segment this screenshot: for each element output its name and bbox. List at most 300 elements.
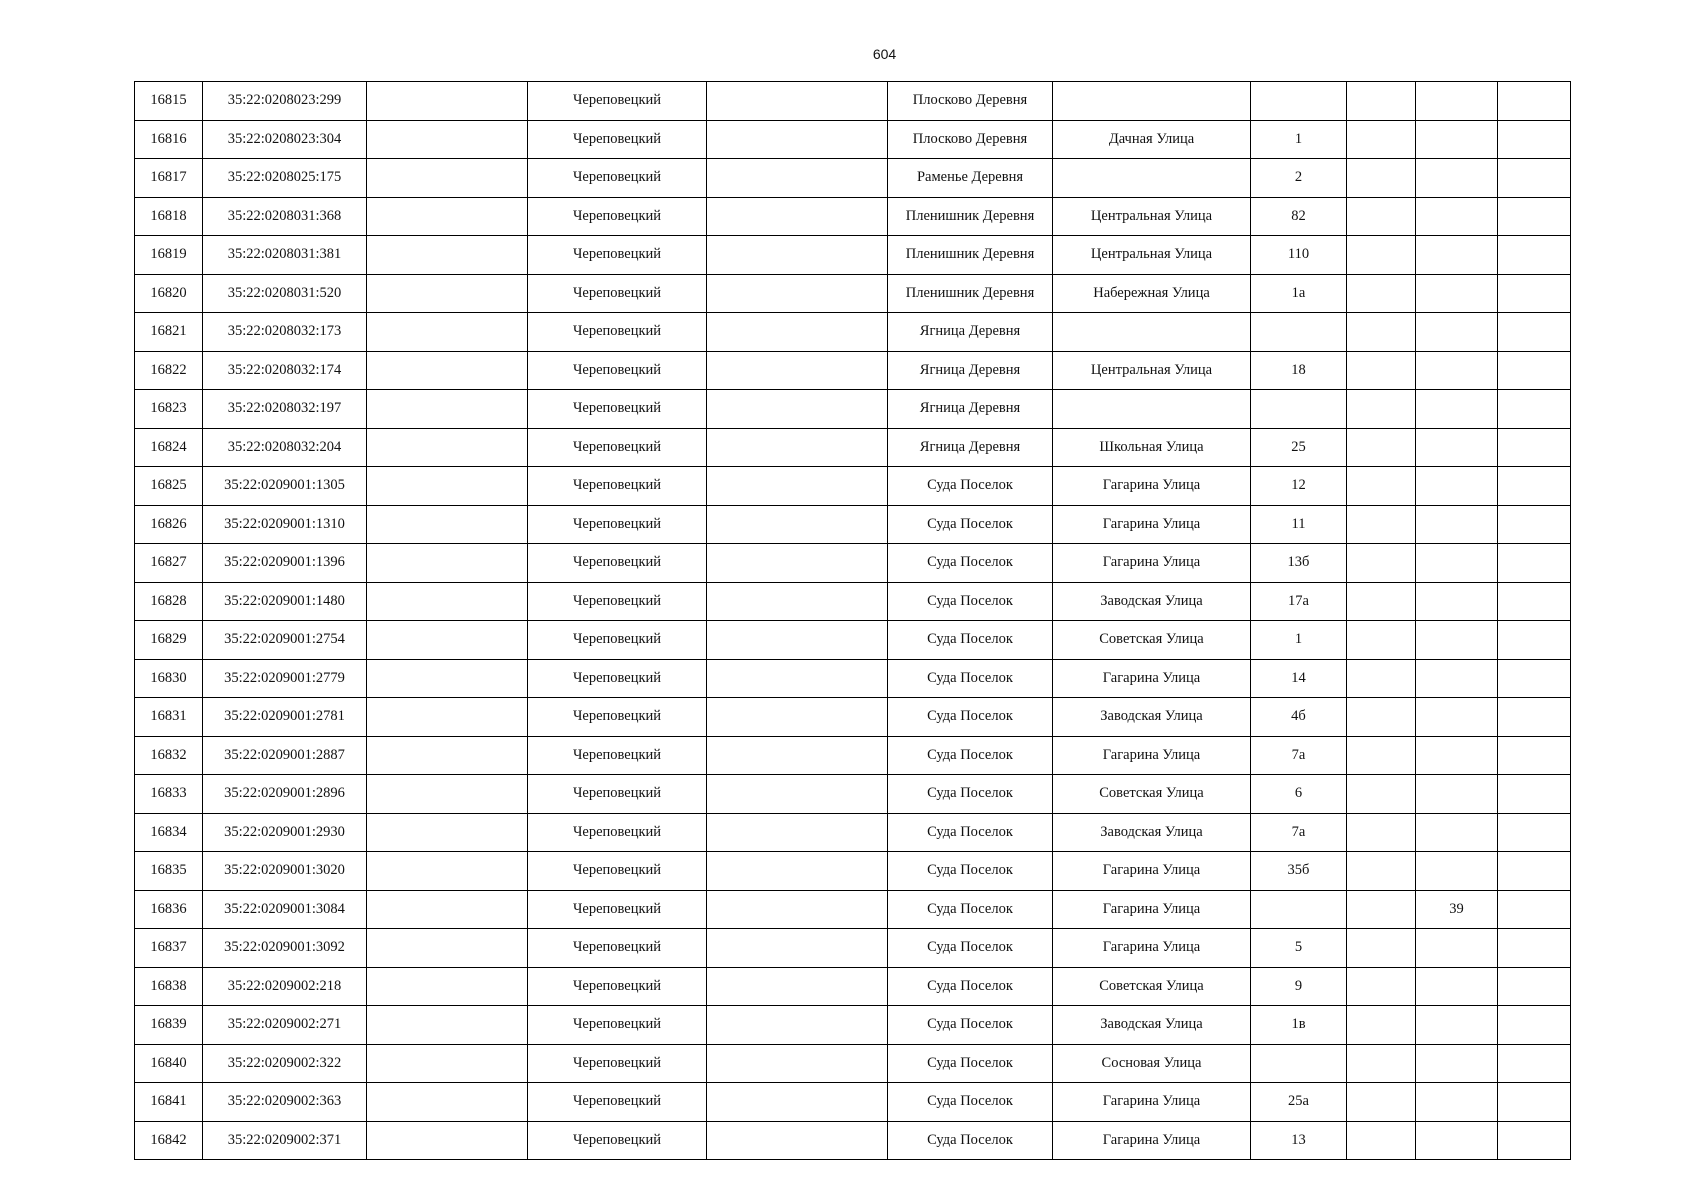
empty-cell <box>367 659 528 698</box>
cadastral-number-cell: 35:22:0208032:173 <box>203 313 367 352</box>
building-cell <box>1347 120 1416 159</box>
street-cell: Дачная Улица <box>1053 120 1251 159</box>
house-number-cell: 7а <box>1251 813 1347 852</box>
building-cell <box>1347 621 1416 660</box>
extra-cell <box>1498 621 1571 660</box>
extra-cell <box>1498 159 1571 198</box>
row-number-cell: 16832 <box>135 736 203 775</box>
table-row <box>135 736 1571 775</box>
house-number-cell: 11 <box>1251 505 1347 544</box>
empty-cell <box>707 428 888 467</box>
extra-cell <box>1498 428 1571 467</box>
cadastral-number-cell: 35:22:0208032:197 <box>203 390 367 429</box>
row-number-cell: 16825 <box>135 467 203 506</box>
district-cell: Череповецкий <box>528 967 707 1006</box>
row-number-cell: 16839 <box>135 1006 203 1045</box>
extra-cell <box>1498 390 1571 429</box>
empty-cell <box>707 351 888 390</box>
locality-cell: Ягница Деревня <box>888 351 1053 390</box>
district-cell: Череповецкий <box>528 351 707 390</box>
cadastral-number-cell: 35:22:0209001:2781 <box>203 698 367 737</box>
locality-cell: Плосково Деревня <box>888 120 1053 159</box>
locality-cell: Суда Поселок <box>888 582 1053 621</box>
empty-cell <box>367 120 528 159</box>
empty-cell <box>707 236 888 275</box>
building-cell <box>1347 698 1416 737</box>
apartment-cell <box>1416 582 1498 621</box>
district-cell: Череповецкий <box>528 159 707 198</box>
empty-cell <box>707 1121 888 1160</box>
building-cell <box>1347 813 1416 852</box>
table-row <box>135 390 1571 429</box>
street-cell <box>1053 313 1251 352</box>
district-cell: Череповецкий <box>528 390 707 429</box>
district-cell: Череповецкий <box>528 659 707 698</box>
empty-cell <box>367 505 528 544</box>
table-row <box>135 621 1571 660</box>
table-row <box>135 82 1571 121</box>
row-number-cell: 16828 <box>135 582 203 621</box>
cadastral-number-cell: 35:22:0208031:520 <box>203 274 367 313</box>
empty-cell <box>707 313 888 352</box>
extra-cell <box>1498 236 1571 275</box>
empty-cell <box>707 736 888 775</box>
building-cell <box>1347 1121 1416 1160</box>
empty-cell <box>707 390 888 429</box>
extra-cell <box>1498 1083 1571 1122</box>
street-cell <box>1053 390 1251 429</box>
building-cell <box>1347 736 1416 775</box>
district-cell: Череповецкий <box>528 236 707 275</box>
apartment-cell <box>1416 967 1498 1006</box>
building-cell <box>1347 582 1416 621</box>
table-row <box>135 659 1571 698</box>
locality-cell: Суда Поселок <box>888 1044 1053 1083</box>
row-number-cell: 16815 <box>135 82 203 121</box>
house-number-cell: 7а <box>1251 736 1347 775</box>
cadastral-number-cell: 35:22:0209002:322 <box>203 1044 367 1083</box>
empty-cell <box>707 467 888 506</box>
empty-cell <box>367 813 528 852</box>
building-cell <box>1347 505 1416 544</box>
street-cell: Заводская Улица <box>1053 582 1251 621</box>
street-cell <box>1053 82 1251 121</box>
extra-cell <box>1498 313 1571 352</box>
cadastral-number-cell: 35:22:0209001:1305 <box>203 467 367 506</box>
cadastral-number-cell: 35:22:0209001:2779 <box>203 659 367 698</box>
locality-cell: Ягница Деревня <box>888 390 1053 429</box>
house-number-cell: 14 <box>1251 659 1347 698</box>
empty-cell <box>707 813 888 852</box>
row-number-cell: 16823 <box>135 390 203 429</box>
empty-cell <box>707 890 888 929</box>
district-cell: Череповецкий <box>528 775 707 814</box>
district-cell: Череповецкий <box>528 929 707 968</box>
district-cell: Череповецкий <box>528 736 707 775</box>
table-row <box>135 1121 1571 1160</box>
street-cell: Гагарина Улица <box>1053 736 1251 775</box>
house-number-cell: 18 <box>1251 351 1347 390</box>
table-row <box>135 351 1571 390</box>
extra-cell <box>1498 274 1571 313</box>
page-number: 604 <box>872 46 897 62</box>
street-cell: Заводская Улица <box>1053 698 1251 737</box>
locality-cell: Раменье Деревня <box>888 159 1053 198</box>
row-number-cell: 16836 <box>135 890 203 929</box>
table-row <box>135 852 1571 891</box>
extra-cell <box>1498 582 1571 621</box>
building-cell <box>1347 390 1416 429</box>
house-number-cell <box>1251 313 1347 352</box>
empty-cell <box>367 82 528 121</box>
house-number-cell <box>1251 390 1347 429</box>
district-cell: Череповецкий <box>528 197 707 236</box>
cadastral-number-cell: 35:22:0209002:271 <box>203 1006 367 1045</box>
table-row <box>135 428 1571 467</box>
locality-cell: Суда Поселок <box>888 544 1053 583</box>
district-cell: Череповецкий <box>528 313 707 352</box>
table-row <box>135 1044 1571 1083</box>
cadastral-number-cell: 35:22:0209001:1396 <box>203 544 367 583</box>
cadastral-number-cell: 35:22:0209002:218 <box>203 967 367 1006</box>
locality-cell: Пленишник Деревня <box>888 236 1053 275</box>
empty-cell <box>707 775 888 814</box>
row-number-cell: 16817 <box>135 159 203 198</box>
cadastral-number-cell: 35:22:0209001:1480 <box>203 582 367 621</box>
empty-cell <box>367 1121 528 1160</box>
apartment-cell: 39 <box>1416 890 1498 929</box>
table-row <box>135 544 1571 583</box>
locality-cell: Суда Поселок <box>888 775 1053 814</box>
apartment-cell <box>1416 698 1498 737</box>
cadastral-number-cell: 35:22:0209002:363 <box>203 1083 367 1122</box>
extra-cell <box>1498 1121 1571 1160</box>
cadastral-number-cell: 35:22:0209001:2887 <box>203 736 367 775</box>
empty-cell <box>707 621 888 660</box>
district-cell: Череповецкий <box>528 813 707 852</box>
row-number-cell: 16833 <box>135 775 203 814</box>
house-number-cell <box>1251 82 1347 121</box>
empty-cell <box>367 197 528 236</box>
building-cell <box>1347 351 1416 390</box>
table-row <box>135 929 1571 968</box>
apartment-cell <box>1416 1044 1498 1083</box>
building-cell <box>1347 1083 1416 1122</box>
locality-cell: Ягница Деревня <box>888 313 1053 352</box>
street-cell: Гагарина Улица <box>1053 659 1251 698</box>
house-number-cell: 17а <box>1251 582 1347 621</box>
street-cell: Гагарина Улица <box>1053 1121 1251 1160</box>
house-number-cell: 25а <box>1251 1083 1347 1122</box>
apartment-cell <box>1416 659 1498 698</box>
apartment-cell <box>1416 197 1498 236</box>
cadastral-number-cell: 35:22:0209001:1310 <box>203 505 367 544</box>
row-number-cell: 16816 <box>135 120 203 159</box>
locality-cell: Пленишник Деревня <box>888 197 1053 236</box>
empty-cell <box>367 467 528 506</box>
empty-cell <box>367 1083 528 1122</box>
row-number-cell: 16841 <box>135 1083 203 1122</box>
row-number-cell: 16838 <box>135 967 203 1006</box>
row-number-cell: 16831 <box>135 698 203 737</box>
extra-cell <box>1498 1044 1571 1083</box>
extra-cell <box>1498 544 1571 583</box>
empty-cell <box>367 159 528 198</box>
table-row <box>135 813 1571 852</box>
locality-cell: Суда Поселок <box>888 467 1053 506</box>
empty-cell <box>707 544 888 583</box>
apartment-cell <box>1416 428 1498 467</box>
table-row <box>135 197 1571 236</box>
table-row <box>135 967 1571 1006</box>
district-cell: Череповецкий <box>528 1044 707 1083</box>
row-number-cell: 16829 <box>135 621 203 660</box>
row-number-cell: 16840 <box>135 1044 203 1083</box>
apartment-cell <box>1416 852 1498 891</box>
row-number-cell: 16820 <box>135 274 203 313</box>
locality-cell: Плосково Деревня <box>888 82 1053 121</box>
district-cell: Череповецкий <box>528 120 707 159</box>
house-number-cell: 1 <box>1251 120 1347 159</box>
empty-cell <box>367 582 528 621</box>
cadastral-number-cell: 35:22:0209001:3092 <box>203 929 367 968</box>
district-cell: Череповецкий <box>528 621 707 660</box>
apartment-cell <box>1416 467 1498 506</box>
street-cell: Школьная Улица <box>1053 428 1251 467</box>
building-cell <box>1347 197 1416 236</box>
house-number-cell <box>1251 1044 1347 1083</box>
apartment-cell <box>1416 351 1498 390</box>
street-cell: Гагарина Улица <box>1053 1083 1251 1122</box>
locality-cell: Суда Поселок <box>888 736 1053 775</box>
street-cell: Заводская Улица <box>1053 1006 1251 1045</box>
building-cell <box>1347 544 1416 583</box>
building-cell <box>1347 428 1416 467</box>
apartment-cell <box>1416 313 1498 352</box>
locality-cell: Суда Поселок <box>888 621 1053 660</box>
cadastral-number-cell: 35:22:0208031:381 <box>203 236 367 275</box>
cadastral-number-cell: 35:22:0208025:175 <box>203 159 367 198</box>
locality-cell: Суда Поселок <box>888 813 1053 852</box>
locality-cell: Суда Поселок <box>888 698 1053 737</box>
street-cell: Советская Улица <box>1053 775 1251 814</box>
extra-cell <box>1498 698 1571 737</box>
table-row <box>135 775 1571 814</box>
cadastral-number-cell: 35:22:0209001:2930 <box>203 813 367 852</box>
extra-cell <box>1498 659 1571 698</box>
cadastral-number-cell: 35:22:0208023:304 <box>203 120 367 159</box>
apartment-cell <box>1416 274 1498 313</box>
street-cell: Гагарина Улица <box>1053 929 1251 968</box>
building-cell <box>1347 274 1416 313</box>
building-cell <box>1347 1006 1416 1045</box>
table-row <box>135 236 1571 275</box>
apartment-cell <box>1416 1006 1498 1045</box>
row-number-cell: 16822 <box>135 351 203 390</box>
empty-cell <box>367 351 528 390</box>
street-cell: Гагарина Улица <box>1053 505 1251 544</box>
extra-cell <box>1498 467 1571 506</box>
street-cell: Набережная Улица <box>1053 274 1251 313</box>
apartment-cell <box>1416 929 1498 968</box>
extra-cell <box>1498 1006 1571 1045</box>
empty-cell <box>367 1044 528 1083</box>
building-cell <box>1347 82 1416 121</box>
apartment-cell <box>1416 390 1498 429</box>
house-number-cell: 12 <box>1251 467 1347 506</box>
house-number-cell: 82 <box>1251 197 1347 236</box>
district-cell: Череповецкий <box>528 1121 707 1160</box>
building-cell <box>1347 313 1416 352</box>
apartment-cell <box>1416 1083 1498 1122</box>
building-cell <box>1347 159 1416 198</box>
locality-cell: Суда Поселок <box>888 890 1053 929</box>
district-cell: Череповецкий <box>528 274 707 313</box>
locality-cell: Суда Поселок <box>888 967 1053 1006</box>
empty-cell <box>707 82 888 121</box>
empty-cell <box>707 967 888 1006</box>
table-row <box>135 1083 1571 1122</box>
cadastral-number-cell: 35:22:0208023:299 <box>203 82 367 121</box>
locality-cell: Суда Поселок <box>888 1083 1053 1122</box>
locality-cell: Пленишник Деревня <box>888 274 1053 313</box>
street-cell: Советская Улица <box>1053 621 1251 660</box>
extra-cell <box>1498 120 1571 159</box>
row-number-cell: 16824 <box>135 428 203 467</box>
table-body <box>135 82 1571 1160</box>
building-cell <box>1347 967 1416 1006</box>
row-number-cell: 16827 <box>135 544 203 583</box>
empty-cell <box>707 197 888 236</box>
apartment-cell <box>1416 544 1498 583</box>
empty-cell <box>367 698 528 737</box>
street-cell: Центральная Улица <box>1053 236 1251 275</box>
table-row <box>135 582 1571 621</box>
street-cell: Заводская Улица <box>1053 813 1251 852</box>
extra-cell <box>1498 852 1571 891</box>
apartment-cell <box>1416 813 1498 852</box>
apartment-cell <box>1416 159 1498 198</box>
district-cell: Череповецкий <box>528 1083 707 1122</box>
empty-cell <box>367 1006 528 1045</box>
district-cell: Череповецкий <box>528 467 707 506</box>
cadastral-number-cell: 35:22:0209001:2896 <box>203 775 367 814</box>
house-number-cell <box>1251 890 1347 929</box>
empty-cell <box>367 967 528 1006</box>
empty-cell <box>707 120 888 159</box>
table-row <box>135 890 1571 929</box>
house-number-cell: 13 <box>1251 1121 1347 1160</box>
empty-cell <box>707 659 888 698</box>
locality-cell: Суда Поселок <box>888 505 1053 544</box>
empty-cell <box>707 1006 888 1045</box>
registry-table <box>134 81 1571 1160</box>
empty-cell <box>367 890 528 929</box>
street-cell: Советская Улица <box>1053 967 1251 1006</box>
apartment-cell <box>1416 236 1498 275</box>
extra-cell <box>1498 505 1571 544</box>
extra-cell <box>1498 82 1571 121</box>
row-number-cell: 16837 <box>135 929 203 968</box>
building-cell <box>1347 852 1416 891</box>
house-number-cell: 2 <box>1251 159 1347 198</box>
empty-cell <box>367 236 528 275</box>
empty-cell <box>707 929 888 968</box>
apartment-cell <box>1416 1121 1498 1160</box>
district-cell: Череповецкий <box>528 582 707 621</box>
district-cell: Череповецкий <box>528 82 707 121</box>
row-number-cell: 16819 <box>135 236 203 275</box>
house-number-cell: 110 <box>1251 236 1347 275</box>
empty-cell <box>707 274 888 313</box>
house-number-cell: 13б <box>1251 544 1347 583</box>
empty-cell <box>707 159 888 198</box>
building-cell <box>1347 775 1416 814</box>
table-row <box>135 159 1571 198</box>
table-row <box>135 274 1571 313</box>
district-cell: Череповецкий <box>528 428 707 467</box>
district-cell: Череповецкий <box>528 698 707 737</box>
empty-cell <box>707 1083 888 1122</box>
cadastral-number-cell: 35:22:0209001:3020 <box>203 852 367 891</box>
district-cell: Череповецкий <box>528 890 707 929</box>
empty-cell <box>707 698 888 737</box>
row-number-cell: 16826 <box>135 505 203 544</box>
street-cell: Центральная Улица <box>1053 351 1251 390</box>
street-cell: Гагарина Улица <box>1053 467 1251 506</box>
empty-cell <box>707 582 888 621</box>
empty-cell <box>367 621 528 660</box>
locality-cell: Ягница Деревня <box>888 428 1053 467</box>
house-number-cell: 6 <box>1251 775 1347 814</box>
apartment-cell <box>1416 505 1498 544</box>
empty-cell <box>367 274 528 313</box>
street-cell: Центральная Улица <box>1053 197 1251 236</box>
empty-cell <box>707 505 888 544</box>
house-number-cell: 4б <box>1251 698 1347 737</box>
district-cell: Череповецкий <box>528 505 707 544</box>
house-number-cell: 1в <box>1251 1006 1347 1045</box>
district-cell: Череповецкий <box>528 852 707 891</box>
extra-cell <box>1498 197 1571 236</box>
table-row <box>135 313 1571 352</box>
extra-cell <box>1498 967 1571 1006</box>
row-number-cell: 16834 <box>135 813 203 852</box>
extra-cell <box>1498 775 1571 814</box>
locality-cell: Суда Поселок <box>888 852 1053 891</box>
locality-cell: Суда Поселок <box>888 929 1053 968</box>
building-cell <box>1347 929 1416 968</box>
cadastral-number-cell: 35:22:0209001:3084 <box>203 890 367 929</box>
street-cell: Гагарина Улица <box>1053 890 1251 929</box>
row-number-cell: 16842 <box>135 1121 203 1160</box>
row-number-cell: 16830 <box>135 659 203 698</box>
empty-cell <box>367 929 528 968</box>
row-number-cell: 16821 <box>135 313 203 352</box>
cadastral-number-cell: 35:22:0209001:2754 <box>203 621 367 660</box>
cadastral-number-cell: 35:22:0208031:368 <box>203 197 367 236</box>
house-number-cell: 25 <box>1251 428 1347 467</box>
street-cell <box>1053 159 1251 198</box>
building-cell <box>1347 467 1416 506</box>
house-number-cell: 1а <box>1251 274 1347 313</box>
extra-cell <box>1498 890 1571 929</box>
empty-cell <box>367 775 528 814</box>
locality-cell: Суда Поселок <box>888 1006 1053 1045</box>
empty-cell <box>367 428 528 467</box>
row-number-cell: 16818 <box>135 197 203 236</box>
apartment-cell <box>1416 621 1498 660</box>
